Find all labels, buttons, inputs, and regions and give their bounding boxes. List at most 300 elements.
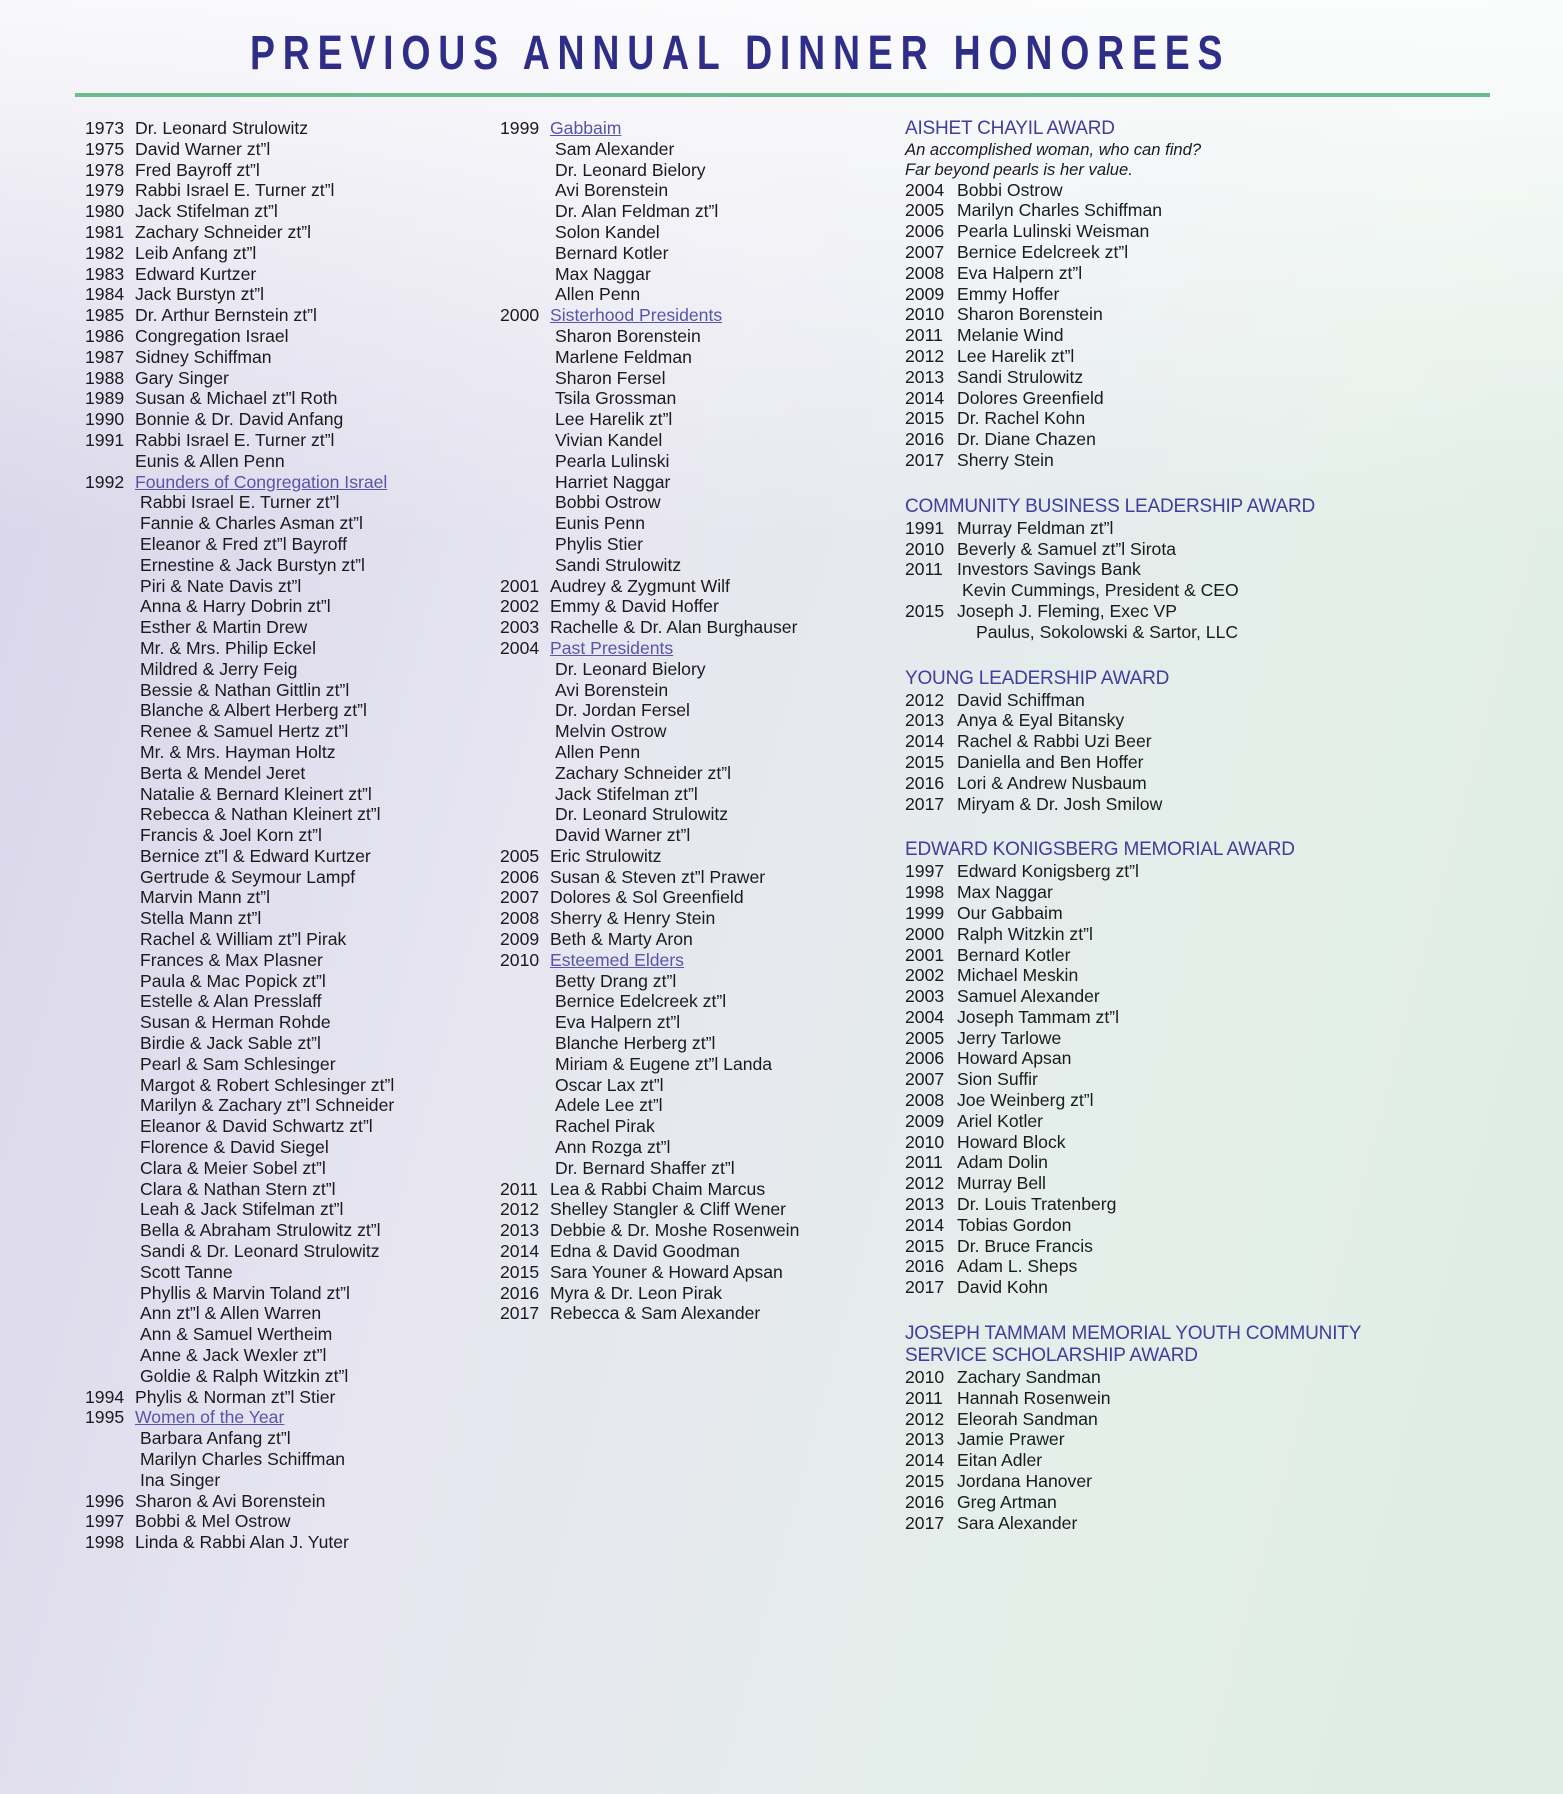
honoree-row: [905, 284, 1425, 305]
honoree-name: Tobias Gordon: [957, 1214, 1072, 1235]
honoree-year: [500, 804, 550, 825]
honoree-name: Dr. Diane Chazen: [957, 429, 1096, 450]
honoree-year: [500, 991, 550, 1012]
honoree-row: [500, 368, 905, 389]
honoree-year: [85, 1179, 135, 1200]
honoree-name: Eunis & Allen Penn: [135, 450, 285, 471]
honorees-column-2: [500, 118, 905, 1324]
honoree-row: [85, 1428, 500, 1449]
honoree-row: [85, 742, 500, 763]
honoree-year: 2003: [500, 617, 540, 638]
honoree-name: Ina Singer: [140, 1469, 221, 1490]
honoree-name: Dr. Jordan Fersel: [555, 700, 690, 721]
honoree-row: [85, 576, 500, 597]
honoree-name: Murray Feldman zt”l: [957, 517, 1114, 538]
honoree-row: [500, 513, 905, 534]
honoree-name: Lee Harelik zt”l: [555, 409, 673, 430]
honoree-year: [500, 180, 550, 201]
honoree-year: [500, 326, 550, 347]
honoree-group-link[interactable]: Gabbaim: [550, 118, 622, 138]
honoree-year: [500, 347, 550, 368]
honoree-name: Dr. Leonard Strulowitz: [135, 118, 309, 138]
honoree-row: [85, 243, 500, 264]
honoree-year: 2017: [905, 793, 945, 814]
award-section: [905, 668, 1425, 815]
honoree-name: Rabbi Israel E. Turner zt”l: [140, 492, 340, 513]
honoree-year: [500, 534, 550, 555]
honoree-year: [85, 1033, 135, 1054]
honoree-name: Bernice zt”l & Edward Kurtzer: [140, 845, 371, 866]
honoree-year: [500, 222, 550, 243]
honoree-name: Ralph Witzkin zt”l: [957, 923, 1093, 944]
honoree-year: 2010: [905, 304, 945, 325]
honoree-year: [85, 1199, 135, 1220]
honoree-row: [85, 1262, 500, 1283]
honoree-row: [85, 1470, 500, 1491]
honoree-row: [85, 1241, 500, 1262]
honoree-year: [85, 576, 135, 597]
award-heading: AISHET CHAYIL AWARD: [905, 118, 1115, 139]
honoree-row: [500, 1012, 905, 1033]
honoree-row: [500, 388, 905, 409]
honoree-row: [905, 861, 1425, 882]
honoree-name: Dr. Arthur Bernstein zt”l: [135, 305, 317, 326]
honoree-name: Solon Kandel: [555, 221, 660, 242]
honoree-year: 2016: [500, 1282, 540, 1303]
honoree-row: [905, 263, 1425, 284]
honoree-row: [905, 1277, 1425, 1298]
honoree-row: [500, 784, 905, 805]
honoree-name: Eric Strulowitz: [550, 845, 662, 866]
honoree-row: [905, 986, 1425, 1007]
honoree-row: [905, 1429, 1425, 1450]
honoree-row: [500, 680, 905, 701]
honoree-name: Dr. Leonard Strulowitz: [555, 804, 729, 825]
award-heading: SERVICE SCHOLARSHIP AWARD: [905, 1345, 1198, 1367]
honoree-name: Tsila Grossman: [555, 388, 677, 409]
honoree-year: 2016: [905, 429, 945, 450]
honoree-name: Allen Penn: [555, 284, 641, 305]
honoree-row: [85, 160, 500, 181]
award-subtitle: Far beyond pearls is her value.: [905, 159, 1133, 179]
honoree-row: [905, 1028, 1425, 1049]
honoree-name: Bernice Edelcreek zt”l: [957, 241, 1129, 262]
honoree-year: [85, 971, 135, 992]
honoree-year: 2006: [500, 866, 540, 887]
honoree-name: Dr. Rachel Kohn: [957, 408, 1086, 429]
honoree-row: [905, 731, 1425, 752]
honoree-name: Marilyn Charles Schiffman: [957, 200, 1163, 221]
honoree-year: [85, 700, 135, 721]
honoree-name: Paula & Mac Popick zt”l: [140, 970, 326, 991]
honoree-year: [85, 825, 135, 846]
honoree-row: [905, 965, 1425, 986]
honoree-year: 2013: [905, 366, 945, 387]
honoree-name: Dr. Leonard Bielory: [555, 159, 706, 180]
honoree-row: [85, 867, 500, 888]
honoree-name: Rebecca & Sam Alexander: [550, 1303, 761, 1324]
honoree-name: Michael Meskin: [957, 965, 1079, 986]
honoree-name: Marilyn Charles Schiffman: [140, 1449, 346, 1469]
honoree-year: [500, 1054, 550, 1075]
honoree-row: [85, 409, 500, 430]
honoree-name: Sidney Schiffman: [135, 346, 272, 367]
honoree-name: Rabbi Israel E. Turner zt”l: [135, 429, 335, 450]
honoree-name: Birdie & Jack Sable zt”l: [140, 1033, 321, 1054]
honoree-row: [905, 1388, 1425, 1409]
honoree-name: Francis & Joel Korn zt”l: [140, 825, 322, 846]
honoree-name: Edward Konigsberg zt”l: [957, 861, 1139, 882]
honoree-row: [85, 534, 500, 555]
honoree-name: Rachel & Rabbi Uzi Beer: [957, 731, 1152, 752]
honoree-name: Eunis Penn: [555, 513, 645, 534]
honoree-name: Vivian Kandel: [555, 429, 663, 450]
honoree-year: 2008: [500, 908, 540, 929]
honoree-row: [905, 242, 1425, 263]
honoree-name: Pearla Lulinski Weisman: [957, 221, 1150, 242]
honoree-name: Zachary Schneider zt”l: [555, 762, 732, 783]
honoree-name: Bonnie & Dr. David Anfang: [135, 409, 344, 430]
honoree-year: 2015: [905, 600, 945, 621]
honoree-name: Paulus, Sokolowski & Sartor, LLC: [976, 621, 1239, 642]
honoree-year: [85, 867, 135, 888]
honoree-name: Murray Bell: [957, 1173, 1046, 1194]
honoree-year: 2014: [905, 731, 945, 752]
award-section: [905, 118, 1425, 471]
honoree-row: [500, 1033, 905, 1054]
honoree-row: [905, 200, 1425, 221]
honoree-name: Bobbi & Mel Ostrow: [135, 1511, 291, 1532]
honoree-year: 1980: [85, 201, 125, 222]
honoree-row: [85, 929, 500, 950]
honoree-row: [905, 1048, 1425, 1069]
honoree-row: [85, 1137, 500, 1158]
honoree-name: Lori & Andrew Nusbaum: [957, 772, 1147, 793]
honoree-row: [85, 1366, 500, 1387]
honoree-year: 1994: [85, 1386, 125, 1407]
honoree-year: [85, 1241, 135, 1262]
honoree-name: Jack Burstyn zt”l: [135, 284, 265, 305]
honoree-row: [905, 1471, 1425, 1492]
honoree-row: [905, 1256, 1425, 1277]
honoree-year: 2013: [905, 1194, 945, 1215]
honoree-row: [85, 1303, 500, 1324]
honoree-row: [500, 1199, 905, 1220]
honoree-name: Anna & Harry Dobrin zt”l: [140, 596, 331, 617]
honoree-year: 2013: [905, 710, 945, 731]
honoree-year: 2005: [905, 1027, 945, 1048]
honoree-name: Joseph J. Fleming, Exec VP: [957, 600, 1178, 621]
honoree-year: 2012: [500, 1199, 540, 1220]
honoree-row: [905, 690, 1425, 711]
honoree-name: Anya & Eyal Bitansky: [957, 710, 1125, 731]
honoree-name: Stella Mann zt”l: [140, 908, 262, 929]
honoree-name: Gertrude & Seymour Lampf: [140, 866, 356, 887]
honoree-name: Adam Dolin: [957, 1152, 1048, 1173]
honoree-name: Marvin Mann zt”l: [140, 887, 271, 908]
honoree-year: [85, 680, 135, 701]
honoree-year: [85, 1470, 135, 1491]
honoree-year: [500, 388, 550, 409]
honoree-year: 2012: [905, 689, 945, 710]
honoree-group-link[interactable]: Women of the Year: [135, 1407, 285, 1428]
honoree-year: 2004: [905, 179, 945, 200]
honoree-year: [85, 784, 135, 805]
honoree-year: 2013: [500, 1220, 540, 1241]
honoree-year: 2006: [905, 1048, 945, 1069]
honoree-row: [85, 1511, 500, 1532]
honoree-row: [85, 451, 500, 472]
honoree-name: Sam Alexander: [555, 138, 675, 159]
honoree-row: [500, 180, 905, 201]
honoree-name: Goldie & Ralph Witzkin zt”l: [140, 1365, 349, 1386]
honoree-year: [500, 1158, 550, 1179]
honoree-row: [85, 555, 500, 576]
honoree-year: 1975: [85, 138, 125, 159]
honoree-name: Pearl & Sam Schlesinger: [140, 1053, 336, 1074]
honoree-year: 2009: [905, 283, 945, 304]
honoree-year: 2007: [905, 241, 945, 262]
page-title: PREVIOUS ANNUAL DINNER HONOREES: [250, 27, 1231, 80]
honoree-row: [500, 721, 905, 742]
honoree-name: Dr. Bruce Francis: [957, 1235, 1093, 1256]
honoree-year: [905, 580, 957, 601]
honoree-name: Daniella and Ben Hoffer: [957, 751, 1144, 772]
honoree-name: Dr. Leonard Bielory: [555, 658, 706, 679]
honoree-row: [85, 1012, 500, 1033]
honoree-row: [500, 534, 905, 555]
honoree-row: [85, 326, 500, 347]
honoree-name: Berta & Mendel Jeret: [140, 762, 306, 783]
honoree-name: Eleanor & Fred zt”l Bayroff: [140, 533, 347, 554]
honoree-year: [85, 991, 135, 1012]
honoree-year: 2016: [905, 1491, 945, 1512]
honoree-row: [85, 721, 500, 742]
honoree-row: [905, 773, 1425, 794]
honoree-group-link[interactable]: Esteemed Elders: [550, 949, 684, 970]
honoree-name: David Warner zt”l: [555, 825, 691, 846]
honoree-group-link[interactable]: Sisterhood Presidents: [550, 305, 723, 326]
honoree-year: 1981: [85, 221, 125, 242]
honoree-year: 2014: [905, 387, 945, 408]
honoree-row: [500, 763, 905, 784]
honoree-year: 2005: [500, 845, 540, 866]
honoree-year: 1984: [85, 284, 125, 305]
honoree-name: Phyllis & Marvin Toland zt”l: [140, 1282, 350, 1303]
honoree-name: Sion Suffir: [957, 1069, 1038, 1090]
honoree-row: [85, 201, 500, 222]
honoree-row: [500, 638, 905, 659]
honoree-year: 1997: [905, 861, 945, 882]
honoree-year: [85, 1345, 135, 1366]
honoree-year: 1988: [85, 367, 125, 388]
honoree-name: Sandi Strulowitz: [555, 554, 682, 575]
honoree-row: [85, 368, 500, 389]
honoree-name: Joseph Tammam zt”l: [957, 1006, 1119, 1027]
honoree-year: 2011: [905, 1387, 943, 1408]
honoree-year: [85, 1283, 135, 1304]
honoree-row: [85, 139, 500, 160]
honoree-name: Blanche Herberg zt”l: [555, 1033, 716, 1054]
honoree-row: [85, 1387, 500, 1408]
honoree-row: [500, 596, 905, 617]
honoree-year: 2015: [905, 1471, 945, 1492]
honoree-year: [500, 721, 550, 742]
honoree-name: Melvin Ostrow: [555, 721, 667, 742]
honoree-year: 2008: [905, 1090, 945, 1111]
honoree-name: Sharon Borenstein: [957, 304, 1103, 325]
honoree-year: [500, 1012, 550, 1033]
honoree-row: [905, 794, 1425, 815]
honoree-year: 2009: [905, 1110, 945, 1131]
honoree-name: Miriam & Eugene zt”l Landa: [555, 1053, 773, 1074]
honoree-row: [85, 388, 500, 409]
honoree-row: [905, 1513, 1425, 1534]
honoree-name: Bella & Abraham Strulowitz zt”l: [140, 1220, 381, 1241]
honoree-year: 2002: [500, 596, 540, 617]
honoree-year: [500, 971, 550, 992]
honoree-year: [500, 680, 550, 701]
honoree-name: Max Naggar: [957, 882, 1053, 903]
honoree-row: [500, 451, 905, 472]
honoree-name: Clara & Meier Sobel zt”l: [140, 1157, 326, 1178]
honoree-year: [500, 513, 550, 534]
honoree-year: [500, 659, 550, 680]
honoree-row: [905, 346, 1425, 367]
honoree-year: [500, 763, 550, 784]
honoree-name: Bernard Kotler: [555, 242, 669, 263]
honoree-name: Joe Weinberg zt”l: [957, 1090, 1094, 1111]
honoree-year: [500, 825, 550, 846]
honoree-name: Myra & Dr. Leon Pirak: [550, 1282, 723, 1303]
honoree-row: [500, 887, 905, 908]
honoree-name: Kevin Cummings, President & CEO: [962, 580, 1239, 601]
honoree-row: [905, 1236, 1425, 1257]
honoree-row: [500, 1054, 905, 1075]
honoree-year: [905, 622, 957, 643]
honoree-year: [85, 1054, 135, 1075]
honoree-group-link[interactable]: Past Presidents: [550, 637, 674, 658]
honoree-year: [500, 409, 550, 430]
honoree-row: [500, 472, 905, 493]
honoree-row: [905, 580, 1425, 601]
honoree-row: [500, 825, 905, 846]
honoree-row: [905, 429, 1425, 450]
honoree-name: Lee Harelik zt”l: [957, 345, 1075, 366]
honoree-row: [905, 408, 1425, 429]
honoree-name: Audrey & Zygmunt Wilf: [550, 575, 730, 596]
honoree-row: [85, 1345, 500, 1366]
honoree-row: [500, 659, 905, 680]
honoree-row: [85, 513, 500, 534]
honoree-name: Rachel & William zt”l Pirak: [140, 929, 347, 950]
honoree-year: [85, 950, 135, 971]
honoree-year: 2010: [905, 1131, 945, 1152]
honoree-row: [500, 1303, 905, 1324]
honoree-group-link[interactable]: Founders of Congregation Israel: [135, 471, 388, 492]
honoree-row: [905, 1492, 1425, 1513]
honoree-row: [85, 1532, 500, 1553]
honoree-row: [500, 867, 905, 888]
honoree-name: Eva Halpern zt”l: [957, 262, 1083, 283]
honoree-name: Marilyn & Zachary zt”l Schneider: [140, 1095, 395, 1116]
honoree-name: Susan & Michael zt”l Roth: [135, 388, 338, 409]
honoree-name: Dr. Alan Feldman zt”l: [555, 201, 719, 222]
honoree-name: Eleorah Sandman: [957, 1408, 1098, 1429]
honoree-name: Bernice Edelcreek zt”l: [555, 991, 727, 1012]
honoree-row: [905, 1450, 1425, 1471]
honoree-row: [905, 903, 1425, 924]
honoree-row: [85, 784, 500, 805]
honoree-row: [500, 1283, 905, 1304]
honoree-year: [85, 846, 135, 867]
honoree-name: Pearla Lulinski: [555, 450, 670, 471]
honoree-row: [85, 284, 500, 305]
honoree-name: Mr. & Mrs. Hayman Holtz: [140, 741, 336, 762]
honoree-year: [85, 929, 135, 950]
honoree-row: [500, 1158, 905, 1179]
honoree-row: [905, 752, 1425, 773]
honoree-year: [85, 617, 135, 638]
honoree-row: [500, 929, 905, 950]
honoree-row: [85, 472, 500, 493]
honoree-name: Eitan Adler: [957, 1450, 1043, 1471]
honoree-name: Mildred & Jerry Feig: [140, 658, 298, 679]
honoree-year: 1979: [85, 180, 125, 201]
honoree-row: [500, 555, 905, 576]
honoree-name: Sara Youner & Howard Apsan: [550, 1261, 783, 1282]
honoree-year: [500, 1095, 550, 1116]
honoree-year: 2010: [905, 1367, 945, 1388]
honoree-name: Phylis Stier: [555, 533, 643, 554]
award-section: [905, 496, 1425, 643]
honoree-row: [500, 908, 905, 929]
honoree-name: Florence & David Siegel: [140, 1137, 329, 1158]
honoree-year: [500, 555, 550, 576]
honoree-name: Howard Apsan: [957, 1048, 1072, 1069]
honoree-year: 1986: [85, 325, 125, 346]
honoree-row: [85, 492, 500, 513]
honoree-name: Sharon Fersel: [555, 367, 666, 388]
honoree-row: [85, 1116, 500, 1137]
honoree-year: 1992: [85, 471, 125, 492]
honoree-name: Investors Savings Bank: [957, 559, 1141, 580]
honoree-year: 1991: [85, 429, 125, 450]
honoree-name: Blanche & Albert Herberg zt”l: [140, 700, 367, 721]
honoree-row: [500, 1116, 905, 1137]
honoree-name: Avi Borenstein: [555, 679, 669, 700]
honoree-year: [85, 1449, 135, 1470]
honoree-name: Bernard Kotler: [957, 944, 1071, 965]
honoree-year: 2007: [500, 887, 540, 908]
honoree-name: Debbie & Dr. Moshe Rosenwein: [550, 1220, 800, 1241]
honoree-year: 1978: [85, 159, 125, 180]
honoree-year: [500, 139, 550, 160]
honoree-row: [85, 1054, 500, 1075]
honoree-name: Rachel Pirak: [555, 1116, 655, 1137]
honoree-year: [85, 1324, 135, 1345]
honoree-year: 2005: [905, 200, 945, 221]
honoree-row: [905, 539, 1425, 560]
honoree-name: Jerry Tarlowe: [957, 1027, 1062, 1048]
honoree-name: Max Naggar: [555, 263, 651, 284]
honoree-row: [85, 700, 500, 721]
honoree-year: 2002: [905, 965, 945, 986]
honoree-row: [905, 601, 1425, 622]
honoree-name: Greg Artman: [957, 1491, 1057, 1512]
honoree-year: 2011: [500, 1178, 538, 1199]
honoree-year: 1997: [85, 1511, 125, 1532]
